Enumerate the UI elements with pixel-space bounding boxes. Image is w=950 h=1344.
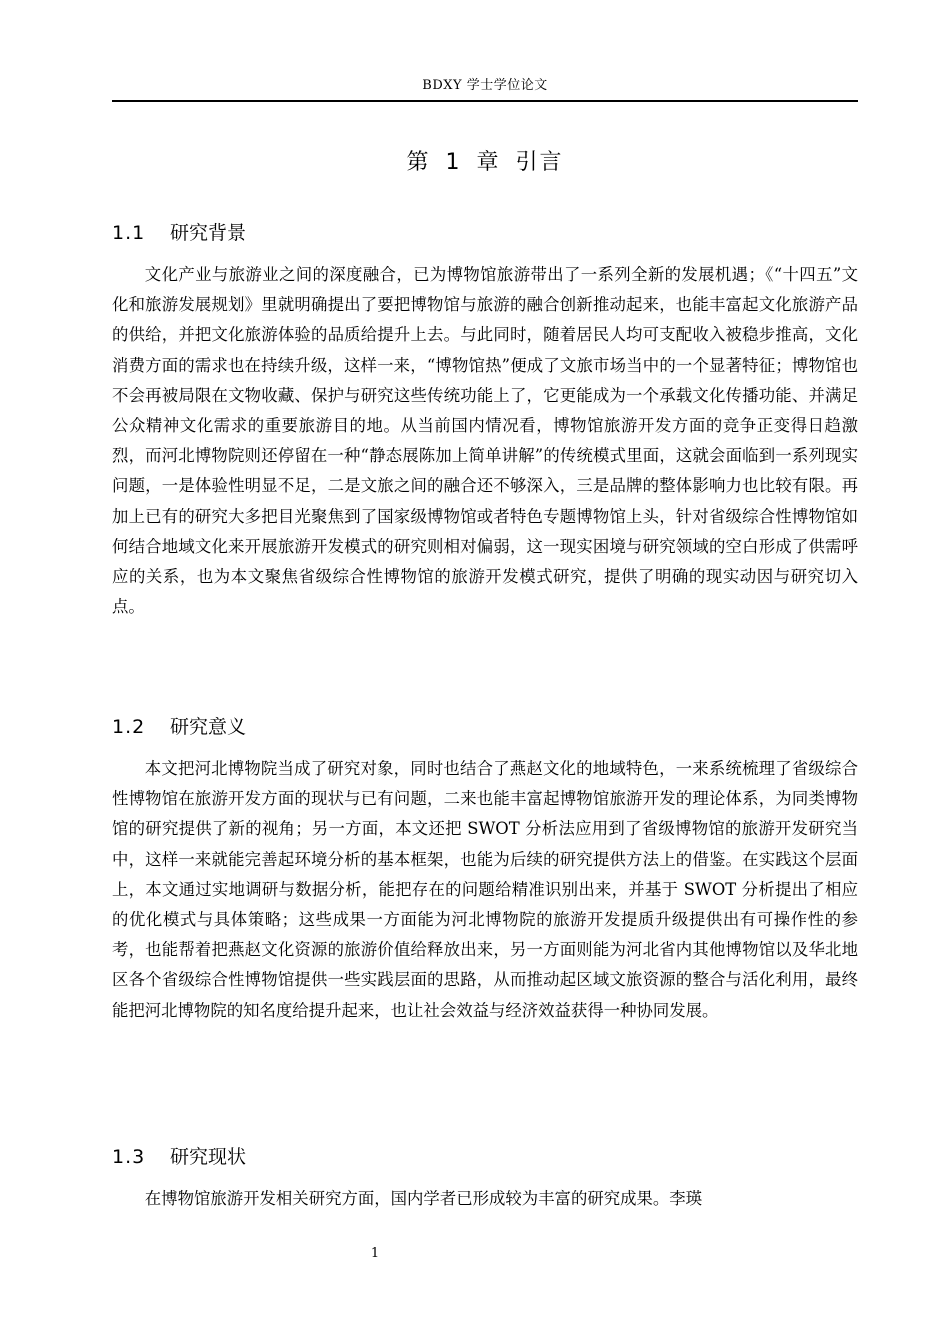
paragraph-research-status: 在博物馆旅游开发相关研究方面，国内学者已形成较为丰富的研究成果。李瑛: [144, 1189, 703, 1208]
page-number: 1: [370, 1246, 380, 1261]
paragraph-research-significance: 本文把河北博物院当成了研究对象，同时也结合了燕赵文化的地域特色，一来系统梳理了省级综合性博物馆在旅游开发方面的现状与已有问题，二来也能丰富起博物馆旅游开发的理论体系，为同类博物馆的研究提供了新的视角；另一方面，本文还把 SWOT 分析法应用到了省级博物馆的旅游开发研究当中，这样一来就能完善起环境分析的基本框架，也能为后续的研究提供方法上的借鉴。在实践这个层面上，本文通过实地调研与数据分析，能把存在的问题给精准识别出来，并基于 SWOT 分析提出了相应的优化模式与具体策略；这些成果一方面能为河北博物院的旅游开发提质升级提供出有可操作性的参考，也能帮着把燕赵文化资源的旅游价值给释放出来，另一方面则能为河北省内其他博物馆以及华北地区各个省级综合性博物馆提供一些实践层面的思路，从而推动起区域文旅资源的整合与活化利用，最终能把河北博物院的知名度给提升起来，也让社会效益与经济效益获得一种协同发展。: [112, 759, 858, 1020]
section-heading-1-1: [112, 218, 858, 248]
header-rule: [112, 100, 858, 102]
section-title: 研究现状: [170, 1146, 247, 1168]
section-title: 研究意义: [170, 716, 247, 738]
section-title: 研究背景: [170, 222, 247, 244]
section-heading-1-2: [112, 712, 858, 742]
page-header: BDXY 学士学位论文: [422, 78, 548, 93]
section-number: 1.3: [112, 1146, 146, 1168]
section-number: 1.1: [112, 222, 146, 244]
paragraph-research-background: 文化产业与旅游业之间的深度融合，已为博物馆旅游带出了一系列全新的发展机遇；《“十四五”文化和旅游发展规划》里就明确提出了要把博物馆与旅游的融合创新推动起来，也能丰富起文化旅游产品的供给，并把文化旅游体验的品质给提升上去。与此同时，随着居民人均可支配收入被稳步推高，文化消费方面的需求也在持续升级，这样一来，“博物馆热”便成了文旅市场当中的一个显著特征；博物馆也不会再被局限在文物收藏、保护与研究这些传统功能上了，它更能成为一个承载文化传播功能、并满足公众精神文化需求的重要旅游目的地。从当前国内情况看，博物馆旅游开发方面的竞争正变得日趋激烈，而河北博物院则还停留在一种“静态展陈加上简单讲解”的传统模式里面，这就会面临到一系列现实问题，一是体验性明显不足，二是文旅之间的融合还不够深入，三是品牌的整体影响力也比较有限。再加上已有的研究大多把目光聚焦到了国家级博物馆或者特色专题博物馆上头，针对省级综合性博物馆如何结合地域文化来开展旅游开发模式的研究则相对偏弱，这一现实困境与研究领域的空白形成了供需呼应的关系，也为本文聚焦省级综合性博物馆的旅游开发模式研究，提供了明确的现实动因与研究切入点。: [112, 265, 858, 617]
section-number: 1.2: [112, 716, 146, 738]
section-heading-1-3: [112, 1142, 858, 1172]
chapter-title: 第 1 章 引言: [406, 150, 564, 175]
